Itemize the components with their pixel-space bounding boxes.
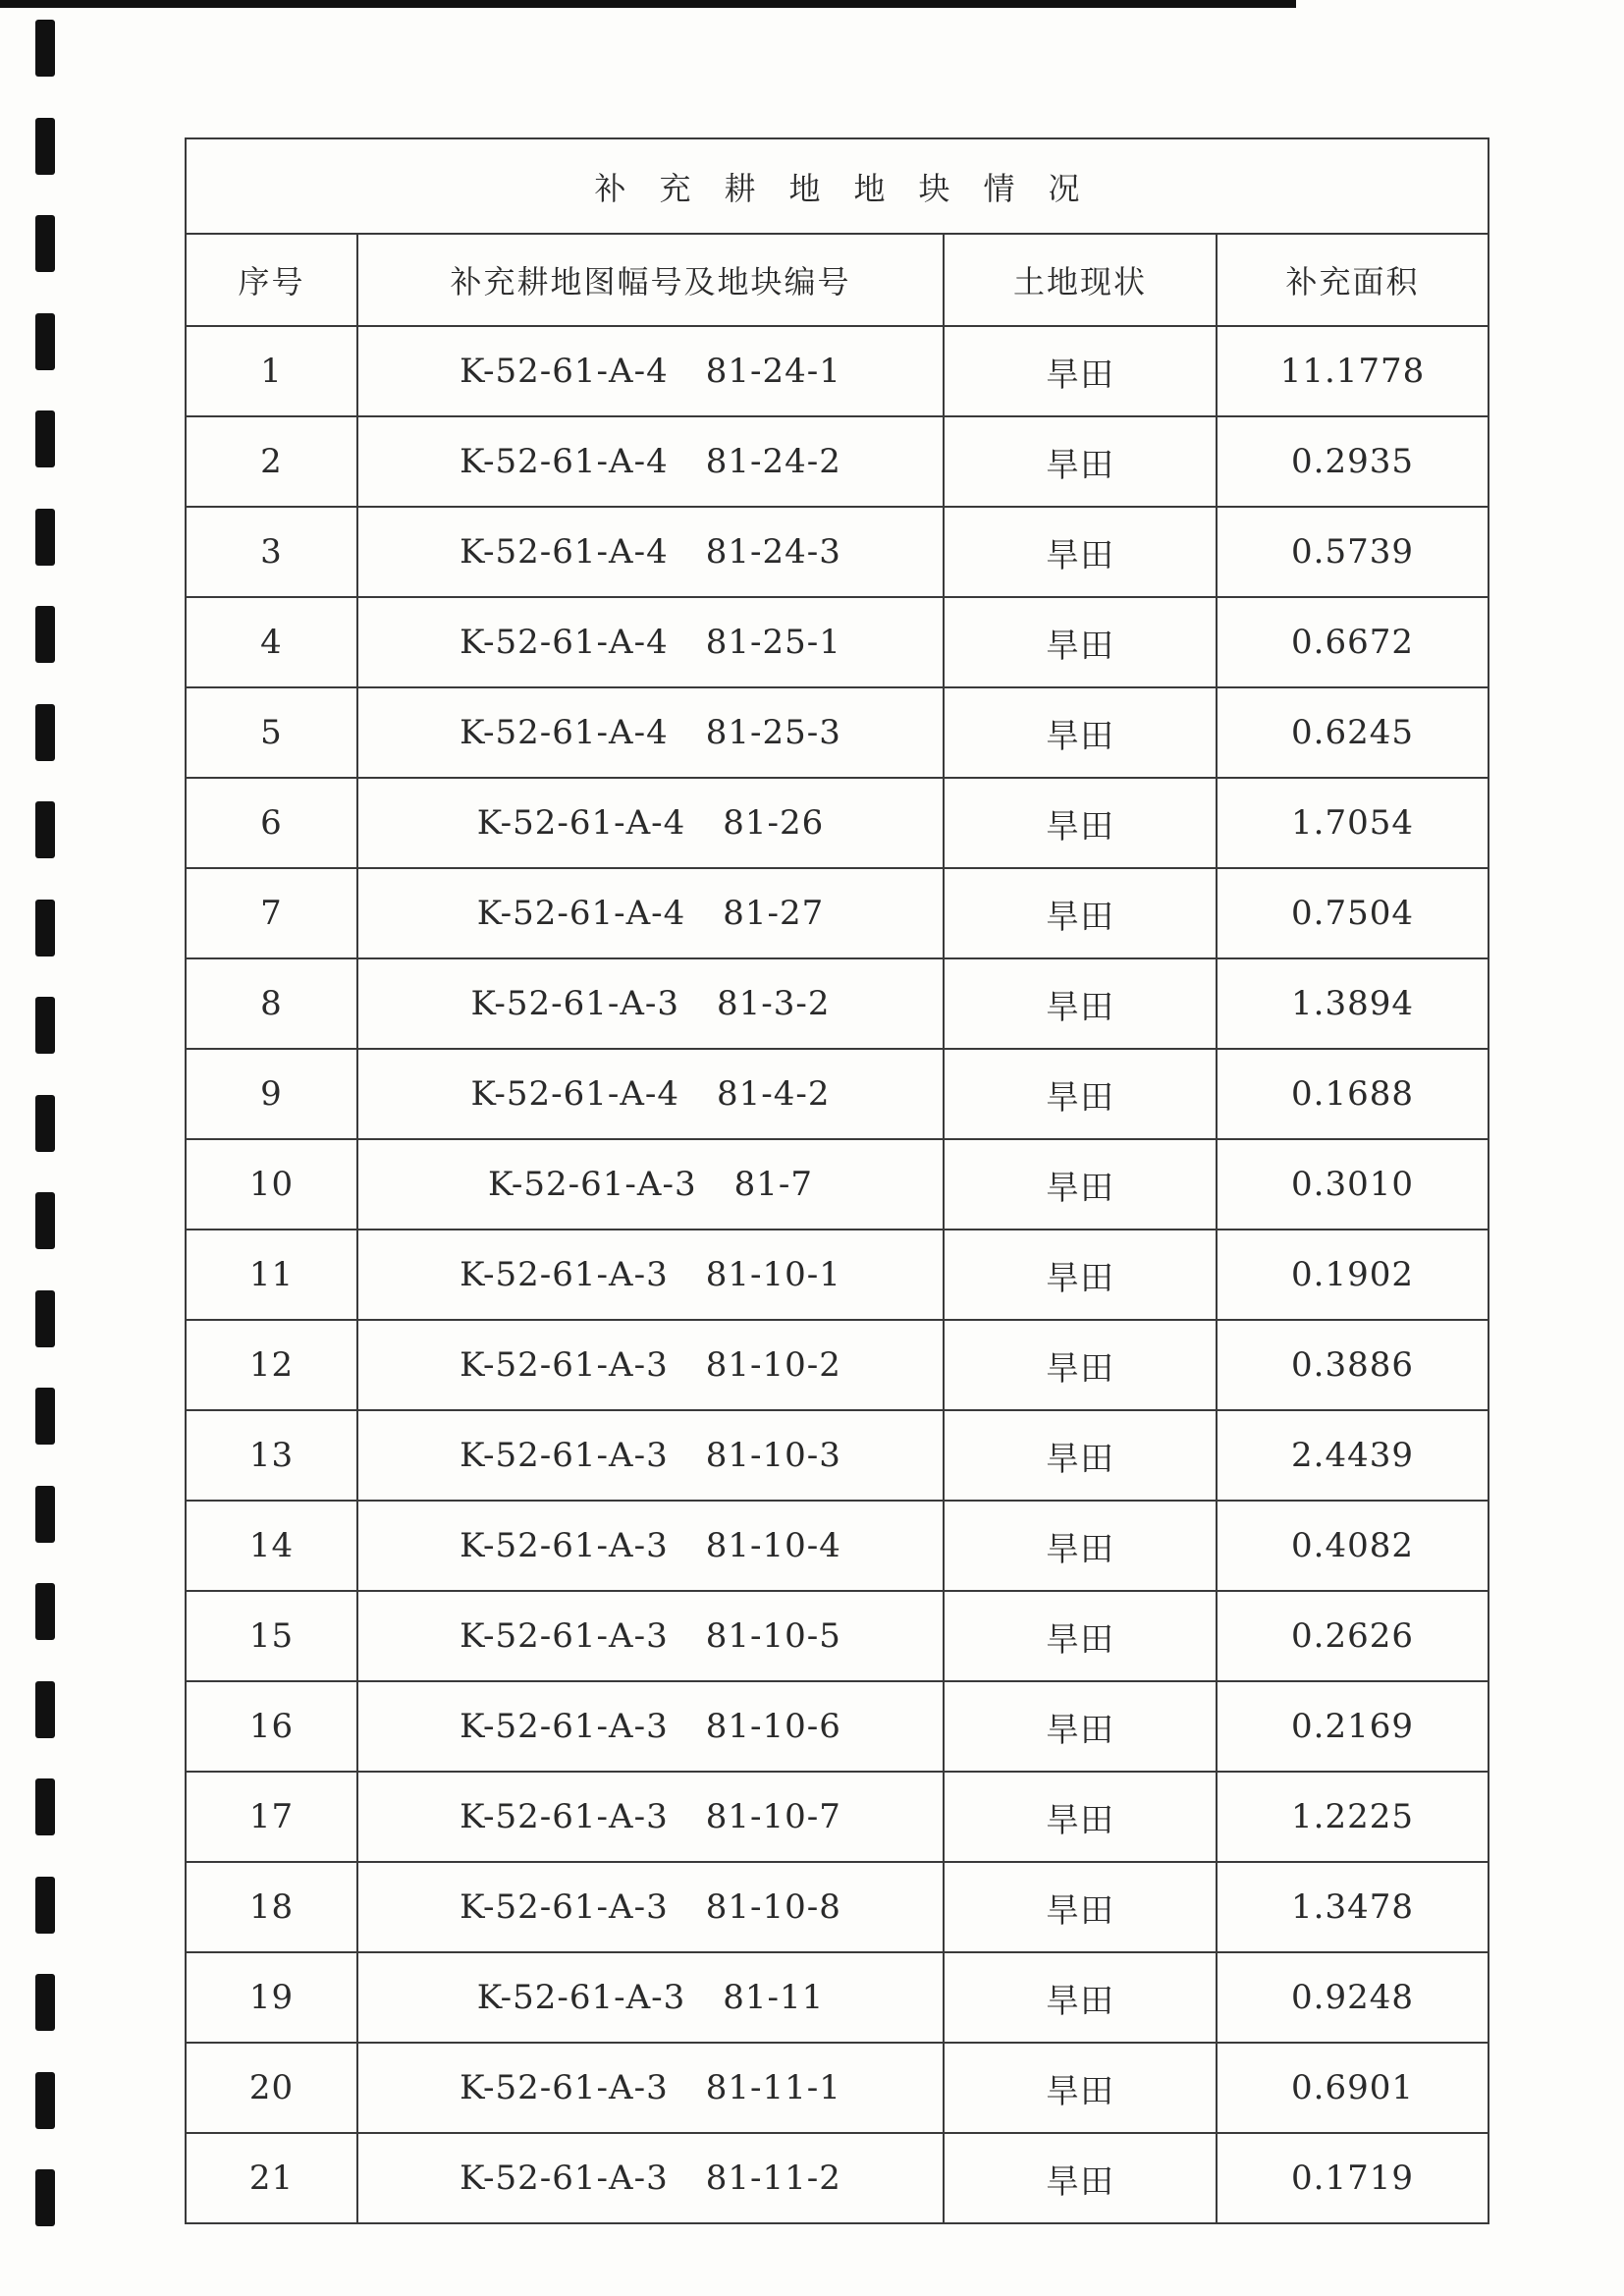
cell-seq: 21 [186,2133,357,2223]
cell-area: 1.7054 [1217,778,1489,868]
cell-land-status: 旱田 [944,2133,1217,2223]
table-row [186,1591,1489,1681]
cell-area: 0.3886 [1217,1320,1489,1410]
cell-seq: 6 [186,778,357,868]
cell-land-status: 旱田 [944,778,1217,868]
parcel-number: 81-10-4 [705,1526,841,1565]
parcel-number: 81-10-5 [705,1616,841,1656]
table-row [186,1862,1489,1952]
table-row [186,597,1489,687]
map-sheet-number: K-52-61-A-3 [460,1255,669,1294]
binding-mark [35,1388,55,1445]
cell-map-code [357,1772,944,1862]
table-row [186,2133,1489,2223]
cell-map-code [357,1230,944,1320]
parcel-number: 81-11-2 [705,2159,841,2198]
cell-seq: 11 [186,1230,357,1320]
binding-mark [35,1095,55,1152]
cell-map-code [357,687,944,778]
cell-area: 0.2626 [1217,1591,1489,1681]
cell-land-status: 旱田 [944,1049,1217,1139]
parcel-number: 81-3-2 [717,984,831,1023]
table-row [186,1501,1489,1591]
map-sheet-number: K-52-61-A-4 [460,713,669,752]
cell-land-status: 旱田 [944,1320,1217,1410]
table-row [186,1952,1489,2043]
table-body [186,326,1489,2223]
header-land-status: 土地现状 [944,234,1217,326]
table-row [186,1410,1489,1501]
map-sheet-number: K-52-61-A-4 [476,803,686,843]
cell-seq: 5 [186,687,357,778]
binding-mark [35,2169,55,2226]
parcel-number: 81-4-2 [717,1074,831,1114]
parcel-number: 81-10-3 [705,1436,841,1475]
binding-mark [35,410,55,467]
table-row [186,1049,1489,1139]
cell-seq: 14 [186,1501,357,1591]
cell-seq: 20 [186,2043,357,2133]
table-row [186,778,1489,868]
parcel-number: 81-25-3 [705,713,841,752]
binding-mark [35,606,55,663]
cell-map-code [357,416,944,507]
cell-area: 11.1778 [1217,326,1489,416]
cell-map-code [357,597,944,687]
cell-map-code [357,1320,944,1410]
cell-seq: 3 [186,507,357,597]
parcel-number: 81-7 [733,1165,813,1204]
header-seq: 序号 [186,234,357,326]
binding-mark [35,1583,55,1640]
cell-land-status: 旱田 [944,1862,1217,1952]
table-row [186,1139,1489,1230]
cell-land-status: 旱田 [944,507,1217,597]
map-sheet-number: K-52-61-A-4 [460,532,669,572]
binding-mark [35,313,55,370]
cell-map-code [357,326,944,416]
cell-area: 0.5739 [1217,507,1489,597]
parcel-number: 81-24-3 [705,532,841,572]
cell-map-code [357,2043,944,2133]
cell-seq: 16 [186,1681,357,1772]
map-sheet-number: K-52-61-A-3 [476,1978,686,2017]
cell-land-status: 旱田 [944,1952,1217,2043]
binding-mark [35,1877,55,1934]
binding-mark [35,2072,55,2129]
cell-map-code [357,1139,944,1230]
map-sheet-number: K-52-61-A-3 [470,984,680,1023]
binding-mark [35,215,55,272]
cell-seq: 18 [186,1862,357,1952]
cell-area: 0.6672 [1217,597,1489,687]
map-sheet-number: K-52-61-A-3 [460,1707,669,1746]
cell-seq: 1 [186,326,357,416]
map-sheet-number: K-52-61-A-4 [460,442,669,481]
binding-mark [35,118,55,175]
header-map-code: 补充耕地图幅号及地块编号 [357,234,944,326]
binding-mark [35,1681,55,1738]
map-sheet-number: K-52-61-A-3 [460,1526,669,1565]
cell-seq: 8 [186,958,357,1049]
cell-land-status: 旱田 [944,1139,1217,1230]
cell-land-status: 旱田 [944,1230,1217,1320]
cell-map-code [357,1681,944,1772]
cell-map-code [357,2133,944,2223]
cell-map-code [357,1410,944,1501]
map-sheet-number: K-52-61-A-3 [460,1797,669,1836]
cell-land-status: 旱田 [944,597,1217,687]
cell-area: 0.1719 [1217,2133,1489,2223]
map-sheet-number: K-52-61-A-3 [460,2068,669,2107]
binding-holes [35,0,57,2296]
map-sheet-number: K-52-61-A-4 [460,623,669,662]
binding-mark [35,997,55,1054]
parcel-number: 81-11-1 [705,2068,841,2107]
cell-map-code [357,778,944,868]
cell-land-status: 旱田 [944,868,1217,958]
parcel-number: 81-24-1 [705,352,841,391]
cell-area: 0.1902 [1217,1230,1489,1320]
parcel-number: 81-27 [723,894,825,933]
binding-mark [35,704,55,761]
parcel-number: 81-26 [723,803,825,843]
cell-map-code [357,1049,944,1139]
map-sheet-number: K-52-61-A-3 [460,1887,669,1927]
cell-map-code [357,958,944,1049]
cell-map-code [357,1862,944,1952]
cell-seq: 19 [186,1952,357,2043]
cell-land-status: 旱田 [944,687,1217,778]
cell-seq: 13 [186,1410,357,1501]
binding-mark [35,1778,55,1835]
cell-land-status: 旱田 [944,1681,1217,1772]
map-sheet-number: K-52-61-A-4 [470,1074,680,1114]
cell-map-code [357,1952,944,2043]
parcel-number: 81-10-1 [705,1255,841,1294]
binding-mark [35,1486,55,1543]
cell-map-code [357,1591,944,1681]
table-row [186,868,1489,958]
map-sheet-number: K-52-61-A-4 [476,894,686,933]
binding-mark [35,1290,55,1347]
binding-mark [35,1192,55,1249]
table-row [186,416,1489,507]
cell-area: 0.6245 [1217,687,1489,778]
table-row [186,1320,1489,1410]
cell-area: 0.2935 [1217,416,1489,507]
table-row [186,1772,1489,1862]
binding-mark [35,509,55,566]
cell-seq: 15 [186,1591,357,1681]
parcel-number: 81-11 [723,1978,825,2017]
table-row [186,958,1489,1049]
cell-land-status: 旱田 [944,416,1217,507]
parcel-number: 81-24-2 [705,442,841,481]
map-sheet-number: K-52-61-A-3 [460,1345,669,1385]
cell-area: 0.3010 [1217,1139,1489,1230]
cell-land-status: 旱田 [944,1591,1217,1681]
cell-map-code [357,868,944,958]
cell-area: 1.2225 [1217,1772,1489,1862]
map-sheet-number: K-52-61-A-3 [460,2159,669,2198]
cell-area: 0.1688 [1217,1049,1489,1139]
cell-seq: 10 [186,1139,357,1230]
table-row [186,507,1489,597]
binding-mark [35,801,55,858]
table-row [186,687,1489,778]
cell-seq: 9 [186,1049,357,1139]
scan-top-edge [0,0,1296,8]
parcel-number: 81-10-7 [705,1797,841,1836]
binding-mark [35,1974,55,2031]
cell-area: 0.2169 [1217,1681,1489,1772]
cell-map-code [357,507,944,597]
map-sheet-number: K-52-61-A-3 [460,1436,669,1475]
cell-area: 0.9248 [1217,1952,1489,2043]
cell-seq: 12 [186,1320,357,1410]
cell-map-code [357,1501,944,1591]
cell-area: 1.3894 [1217,958,1489,1049]
map-sheet-number: K-52-61-A-3 [488,1165,697,1204]
cell-land-status: 旱田 [944,2043,1217,2133]
parcel-number: 81-25-1 [705,623,841,662]
cell-land-status: 旱田 [944,1501,1217,1591]
table-row [186,1230,1489,1320]
supplementary-farmland-table [185,137,1489,2224]
cell-seq: 7 [186,868,357,958]
table-title: 补充耕地地块情况 [186,138,1489,234]
header-area: 补充面积 [1217,234,1489,326]
parcel-number: 81-10-6 [705,1707,841,1746]
cell-area: 0.6901 [1217,2043,1489,2133]
cell-land-status: 旱田 [944,326,1217,416]
table-row [186,326,1489,416]
cell-land-status: 旱田 [944,958,1217,1049]
map-sheet-number: K-52-61-A-3 [460,1616,669,1656]
parcel-number: 81-10-8 [705,1887,841,1927]
parcel-number: 81-10-2 [705,1345,841,1385]
cell-seq: 4 [186,597,357,687]
map-sheet-number: K-52-61-A-4 [460,352,669,391]
cell-area: 0.4082 [1217,1501,1489,1591]
binding-mark [35,20,55,77]
table-row [186,1681,1489,1772]
cell-seq: 17 [186,1772,357,1862]
cell-land-status: 旱田 [944,1410,1217,1501]
cell-land-status: 旱田 [944,1772,1217,1862]
cell-area: 1.3478 [1217,1862,1489,1952]
table-row [186,2043,1489,2133]
cell-area: 0.7504 [1217,868,1489,958]
binding-mark [35,900,55,957]
cell-area: 2.4439 [1217,1410,1489,1501]
cell-seq: 2 [186,416,357,507]
